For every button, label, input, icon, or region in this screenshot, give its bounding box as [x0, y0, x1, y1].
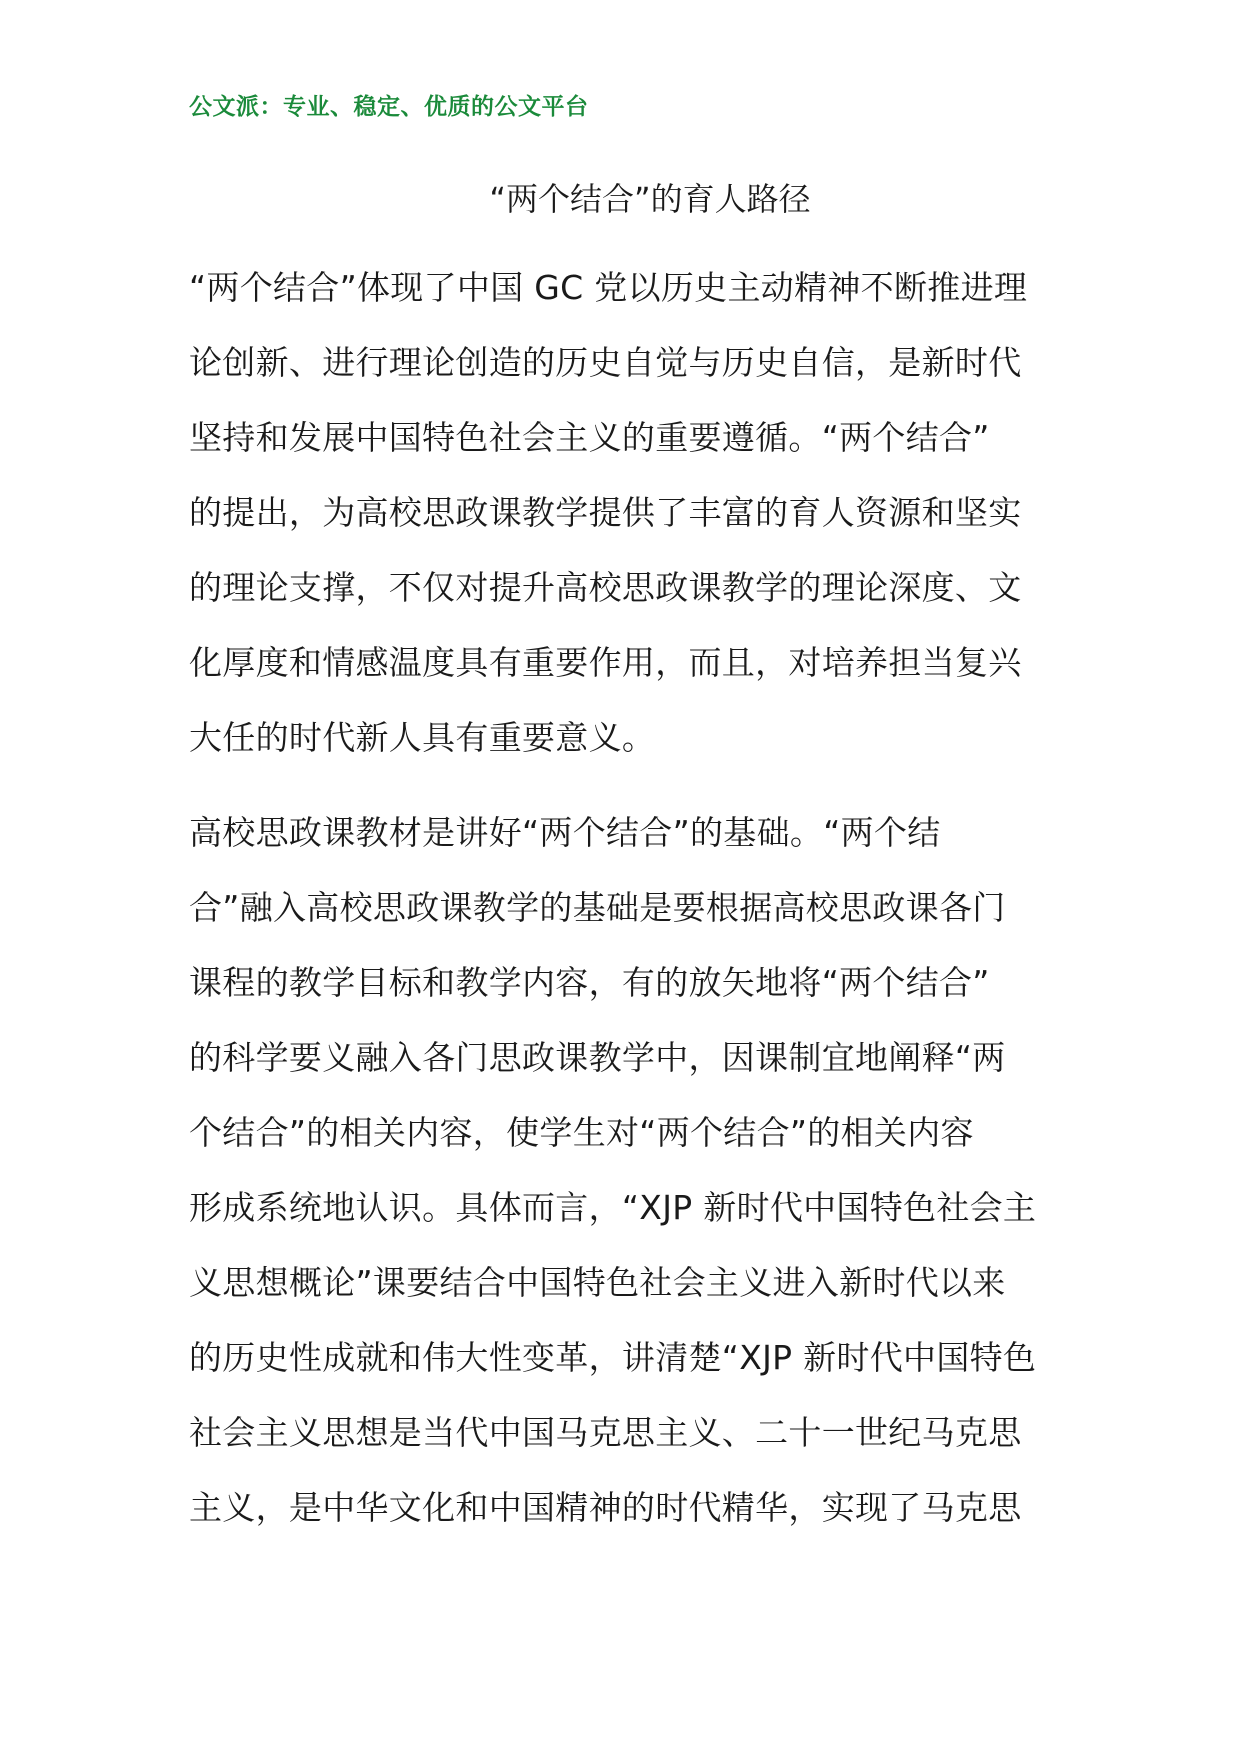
text-line: 高校思政课教材是讲好“两个结合”的基础。“两个结 [189, 813, 941, 852]
text-line: 论创新、进行理论创造的历史自觉与历史自信，是新时代 [189, 343, 1022, 382]
text-line: “两个结合”体现了中国 GC 党以历史主动精神不断推进理 [189, 268, 1028, 307]
text-line: 社会主义思想是当代中国马克思主义、二十一世纪马克思 [189, 1413, 1022, 1452]
paragraph-spacer [189, 783, 1059, 803]
document-title: “两个结合”的育人路径 [489, 180, 811, 218]
text-line: 大任的时代新人具有重要意义。 [189, 718, 656, 757]
text-line: 主义，是中华文化和中国精神的时代精华，实现了马克思 [189, 1488, 1022, 1527]
header-banner: 公文派：专业、稳定、优质的公文平台 [189, 94, 589, 120]
text-line: 的科学要义融入各门思政课教学中，因课制宜地阐释“两 [189, 1038, 1006, 1077]
paragraph-1 [189, 258, 1059, 783]
text-line: 的理论支撑，不仅对提升高校思政课教学的理论深度、文 [189, 568, 1022, 607]
text-line: 化厚度和情感温度具有重要作用，而且，对培养担当复兴 [189, 643, 1022, 682]
text-line: 合”融入高校思政课教学的基础是要根据高校思政课各门 [189, 888, 1006, 927]
text-line: 形成系统地认识。具体而言，“XJP 新时代中国特色社会主 [189, 1188, 1037, 1227]
text-line: 坚持和发展中国特色社会主义的重要遵循。“两个结合” [189, 418, 990, 457]
text-line: 义思想概论”课要结合中国特色社会主义进入新时代以来 [189, 1263, 1006, 1302]
text-line: 的历史性成就和伟大性变革，讲清楚“XJP 新时代中国特色 [189, 1338, 1037, 1377]
document-body [189, 258, 1059, 1553]
text-line: 个结合”的相关内容，使学生对“两个结合”的相关内容 [189, 1113, 974, 1152]
paragraph-2 [189, 803, 1059, 1553]
text-line: 的提出，为高校思政课教学提供了丰富的育人资源和坚实 [189, 493, 1022, 532]
text-line: 课程的教学目标和教学内容，有的放矢地将“两个结合” [189, 963, 990, 1002]
